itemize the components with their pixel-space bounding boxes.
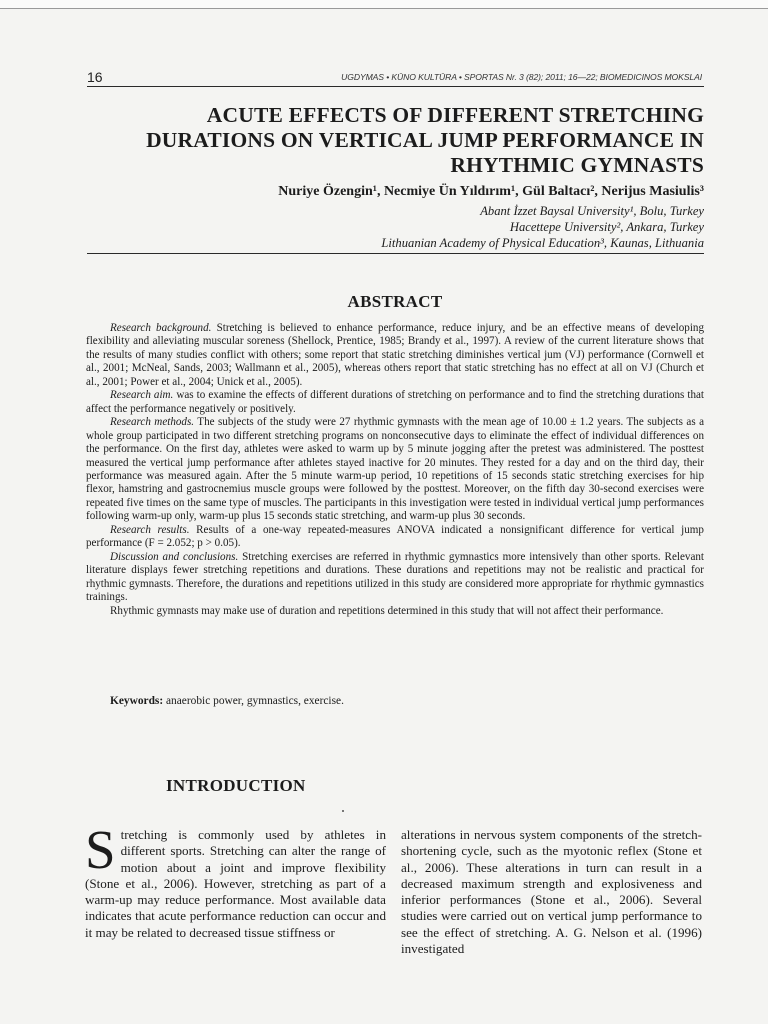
scan-speck	[342, 810, 344, 812]
keywords	[110, 695, 344, 707]
section-label: Research aim.	[110, 389, 174, 402]
page-number: 16	[87, 69, 103, 85]
intro-column-left	[85, 819, 386, 941]
introduction-heading: INTRODUCTION	[166, 776, 306, 795]
affiliations	[250, 203, 704, 251]
author-list: Nuriye Özengin¹, Necmiye Ün Yıldırım¹, Gül Baltacı², Nerijus Masiulis³	[278, 184, 704, 199]
intro-text-left: tretching is commonly used by athletes in different sports. Stretching can alter the range of motion about a joint and improve flexibility (Stone et al., 2006). However, stretching as part of a warm-up may reduce performance. Most available data indicates that acute performance reduction can occur and it may be related to decreased tissue stiffness or	[85, 827, 386, 940]
intro-text-right: alterations in nervous system components of the stretch-shortening cycle, such as the myotonic reflex (Stone et al., 2006). These alterations in turn can result in a decreased maximum strength and explosiveness and inferior performances (Stone et al., 2006). Several studies were carried out on vertical jump performance to see the effect of stretching. A. G. Nelson et al. (1996) investigated	[401, 827, 702, 956]
drop-cap: S	[85, 819, 116, 880]
intro-paragraph	[85, 819, 386, 941]
header-divider	[87, 253, 704, 254]
section-text: The subjects of the study were 27 rhythmic gymnasts with the mean age of 10.00 ± 1.2 years. The subjects as a whole group participated in two different stretching programs on nonconsecutive days to eliminate the effect of individual differences on the performance. On the first day, athletes were asked to warm up by 5 minute jogging after the pretest was administered. The posttest measured the vertical jump performance after athletes stayed inactive for 20 minutes. They rested for a day and on the third day, their performance was measured again. After the 5 minute warm-up period, 10 repetitions of 15 seconds static stretching exercises for hip flexor, hamstring and gastrocnemius muscle groups were followed by the posttest. Moreover, on the fifth day 30-second exercises were repeated five times on the same type of muscles. The participants in this investigation were tested in individual vertical jump performances following warm-up only, warm-up plus 15 seconds static stretching, and warm-up plus 30 seconds.	[86, 416, 705, 523]
section-label: Research results.	[110, 523, 190, 536]
journal-citation: UGDYMAS • KŪNO KULTŪRA • SPORTAS Nr. 3 (82); 2011; 16—22; BIOMEDICINOS MOKSLAI	[341, 72, 702, 82]
abstract-body	[86, 322, 704, 618]
section-text: was to examine the effects of different durations of stretching on performance and to find the stretching durations that affect the performance negatively or positively.	[86, 389, 704, 415]
keywords-label: Keywords:	[110, 695, 164, 707]
abstract-discussion	[86, 551, 704, 605]
abstract-aim	[86, 389, 704, 416]
title-line: RHYTHMIC GYMNASTS	[450, 153, 704, 177]
page-top-edge	[0, 0, 768, 9]
affiliation: Hacettepe University², Ankara, Turkey	[509, 220, 704, 234]
article-title	[100, 103, 704, 178]
abstract-methods	[86, 416, 704, 524]
abstract-closing: Rhythmic gymnasts may make use of duration and repetitions determined in this study that will not affect their performance.	[110, 604, 664, 617]
section-text: Stretching exercises are referred in rhythmic gymnastics more intensively than other sports. Relevant literature displays fewer stretching repetitions and durations. These durations and repetitions may not be realistic and practical for rhythmic gymnasts. Therefore, the durations and repetitions utilized in this study are considered more appropriate for rhythmic gymnastics trainings.	[86, 550, 704, 604]
section-text: Results of a one-way repeated-measures ANOVA indicated a nonsignificant difference for vertical jump performance (F = 2.052; p > 0.05).	[86, 523, 704, 550]
affiliation: Lithuanian Academy of Physical Education³, Kaunas, Lithuania	[381, 236, 704, 250]
title-line: ACUTE EFFECTS OF DIFFERENT STRETCHING	[206, 103, 704, 127]
title-line: DURATIONS ON VERTICAL JUMP PERFORMANCE IN	[146, 128, 704, 152]
section-label: Discussion and conclusions.	[110, 550, 239, 563]
keywords-text: anaerobic power, gymnastics, exercise.	[163, 695, 344, 707]
intro-column-right	[401, 827, 702, 957]
running-head	[87, 69, 704, 87]
abstract-background	[86, 322, 704, 389]
section-label: Research background.	[110, 322, 212, 334]
section-text: Stretching is believed to enhance performance, reduce injury, and be an effective means of developing flexibility and alleviating muscular soreness (Shellock, Prentice, 1985; Brandy et al., 1997). A review of the current literature shows that the results of many studies conflict with others; some report that static stretching diminishes vertical jum (VJ) performance (Cornwell et al., 2001; McNeal, Sands, 2003; Wallmann et al., 2005), whereas others report that static stretching has no effect at all on VJ (Church et al., 2001; Power et al., 2004; Unick et al., 2005).	[86, 322, 704, 388]
abstract-heading: ABSTRACT	[347, 292, 443, 311]
section-label: Research methods.	[110, 416, 195, 429]
affiliation: Abant İzzet Baysal University¹, Bolu, Turkey	[480, 204, 704, 218]
abstract-results	[86, 524, 704, 551]
